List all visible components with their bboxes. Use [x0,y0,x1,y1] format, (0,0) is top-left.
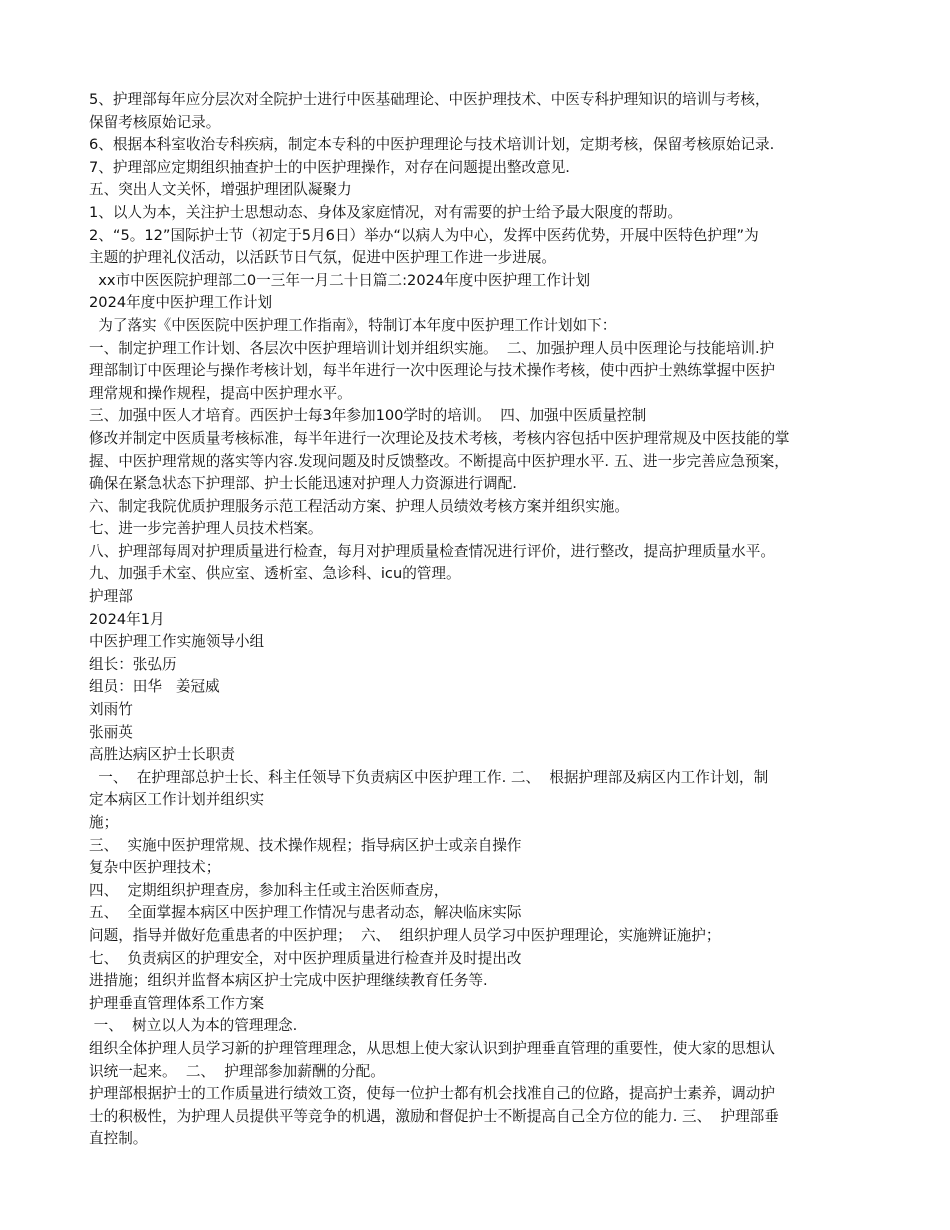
text-line: 理常规和操作规程，提高中医护理水平。 [89,384,352,402]
text-line: 八、护理部每周对护理质量进行检查，每月对护理质量检查情况进行评价，进行整改，提高护理质量水平。 [89,542,775,560]
text-line: 1、以人为本，关注护士思想动态、身体及家庭情况，对有需要的护士给予最大限度的帮助。 [89,203,683,221]
text-line: 6、根据本科室收治专科疾病，制定本专科的中医护理理论与技术培训计划，定期考核，保留考核原始记录. [89,136,775,154]
text-line: 2024年1月 [89,610,165,628]
text-line: 理部制订中医理论与操作考核计划，每半年进行一次中医理论与技术操作考核，使中西护士熟练掌握中医护 [89,362,775,380]
text-line: 组员：田华 姜冠威 [89,678,220,696]
text-line: 七、 负责病区的护理安全，对中医护理质量进行检查并及时提出改 [89,949,522,967]
document-page [89,89,869,1151]
text-line: 一、 在护理部总护士长、科主任领导下负责病区中医护理工作. 二、 根据护理部及病区内工作计划，制 [89,768,769,786]
text-line: 2024年度中医护理工作计划 [89,294,273,312]
text-line: 一、制定护理工作计划、各层次中医护理培训计划并组织实施。 二、加强护理人员中医理论与技能培训.护 [89,339,775,357]
text-line: 六、制定我院优质护理服务示范工程活动方案、护理人员绩效考核方案并组织实施。 [89,497,629,515]
text-line: 高胜达病区护士长职责 [89,746,235,764]
text-line: 四、 定期组织护理查房，参加科主任或主治医师查房， [89,881,449,899]
text-line: 三、加强中医人才培育。西医护士每3年参加100学时的培训。 四、加强中医质量控制 [89,407,647,425]
text-line: 2、“5。12”国际护士节（初定于5月6日）举办“以病人为中心，发挥中医药优势，开展中医特色护理”为 [89,226,759,244]
text-line: 为了落实《中医医院中医护理工作指南》，特制订本年度中医护理工作计划如下： [89,316,617,334]
text-line: 施； [89,814,119,831]
text-line: 确保在紧急状态下护理部、护士长能迅速对护理人力资源进行调配. [89,475,517,493]
text-line: 九、加强手术室、供应室、透析室、急诊科、icu的管理。 [89,565,461,583]
text-line: 识统一起来。 二、 护理部参加薪酬的分配。 [89,1062,385,1080]
text-line: 护理部根据护士的工作质量进行绩效工资，使每一位护士都有机会找准自己的位路，提高护士素养，调动护 [89,1085,775,1103]
text-line: 刘雨竹 [89,701,133,719]
text-line: 组长：张弘历 [89,655,177,673]
text-line: 士的积极性，为护理人员提供平等竞争的机遇，激励和督促护士不断提高自己全方位的能力. 三、 护理部垂 [89,1107,779,1125]
text-line: 张丽英 [89,723,133,741]
text-line: 护理部 [89,588,133,606]
text-line: 中医护理工作实施领导小组 [89,633,265,651]
text-line: xx市中医医院护理部二0一三年一月二十日篇二:2024年度中医护理工作计划 [89,271,591,289]
text-line: 保留考核原始记录。 [89,113,221,131]
text-line: 7、护理部应定期组织抽查护士的中医护理操作，对存在问题提出整改意见. [89,158,570,176]
text-line: 七、进一步完善护理人员技术档案。 [89,520,323,538]
text-line: 直控制。 [89,1130,148,1148]
text-line: 护理垂直管理体系工作方案 [89,994,265,1012]
text-line: 5、护理部每年应分层次对全院护士进行中医基础理论、中医护理技术、中医专科护理知识的培训与考核， [89,91,770,108]
text-line: 一、 树立以人为本的管理理念. [89,1017,298,1035]
text-line: 三、 实施中医护理常规、技术操作规程；指导病区护士或亲自操作 [89,836,522,854]
text-line: 修改并制定中医质量考核标准，每半年进行一次理论及技术考核，考核内容包括中医护理常规及中医技能的掌 [89,429,790,447]
text-line: 问题，指导并做好危重患者的中医护理； 六、 组织护理人员学习中医护理理论，实施辨证施护； [89,926,721,944]
text-line: 定本病区工作计划并组织实 [89,791,265,809]
text-line: 握、中医护理常规的落实等内容.发现问题及时反馈整改。不断提高中医护理水平. 五、进一步完善应急预案， [89,452,789,470]
text-line: 主题的护理礼仪活动，以活跃节日气氛，促进中医护理工作进一步进展。 [89,249,557,267]
text-line: 复杂中医护理技术； [89,859,221,877]
text-line: 进措施；组织并监督本病区护士完成中医护理继续教育任务等. [89,972,488,990]
text-line: 五、突出人文关怀，增强护理团队凝聚力 [89,181,352,199]
text-line: 五、 全面掌握本病区中医护理工作情况与患者动态，解决临床实际 [89,904,522,922]
text-line: 组织全体护理人员学习新的护理管理理念，从思想上使大家认识到护理垂直管理的重要性，使大家的思想认 [89,1039,775,1057]
